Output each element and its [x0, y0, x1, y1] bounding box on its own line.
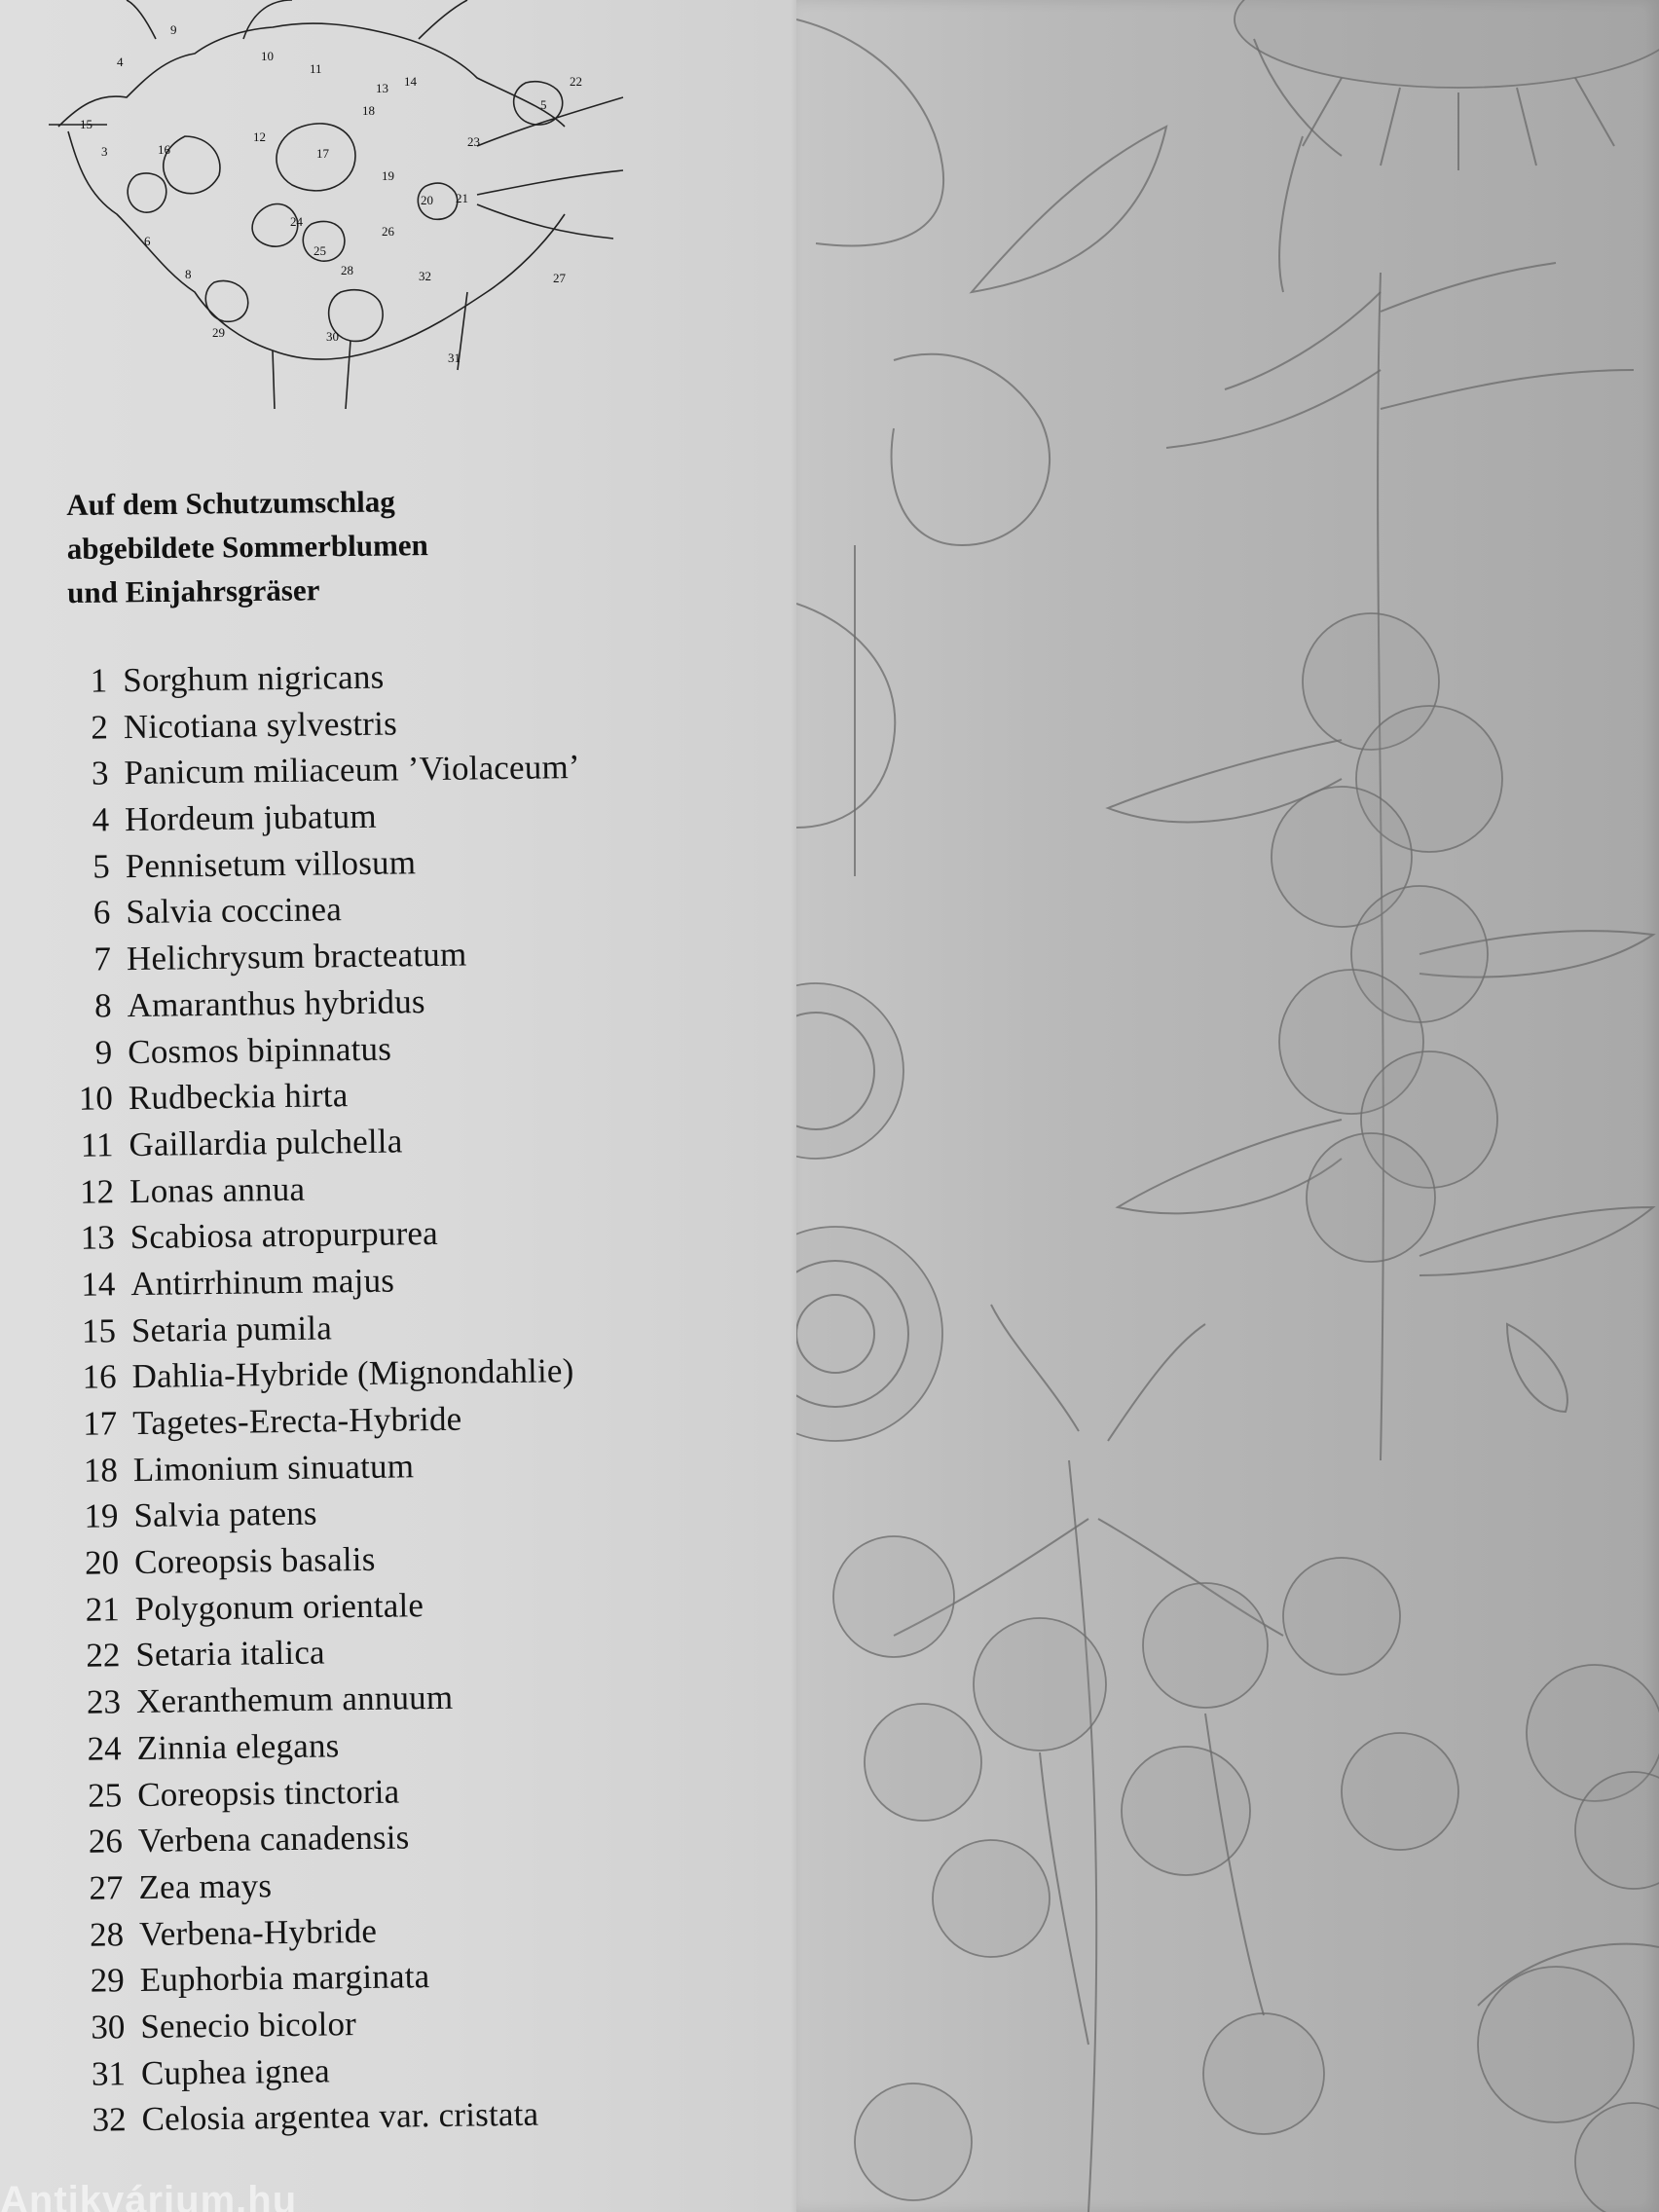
bouquet-outline — [49, 0, 623, 409]
species-name: Antirrhinum majus — [130, 1261, 395, 1304]
species-number: 26 — [88, 1822, 124, 1861]
species-name: Dahlia-Hybride (Mignondahlie) — [131, 1351, 574, 1396]
begonia-drawing — [1478, 1665, 1659, 2212]
key-number: 17 — [316, 146, 329, 161]
key-number: 8 — [185, 267, 192, 281]
key-number: 16 — [158, 142, 170, 157]
species-name: Setaria pumila — [130, 1309, 333, 1349]
species-number: 23 — [86, 1682, 122, 1721]
species-number: 3 — [91, 754, 109, 793]
species-number: 25 — [87, 1775, 123, 1815]
species-name: Helichrysum bracteatum — [126, 935, 467, 978]
species-number: 22 — [86, 1636, 121, 1676]
species-number: 30 — [91, 2008, 126, 2046]
nicotiana-flowers-drawing — [833, 1305, 1458, 2212]
species-name: Pennisetum villosum — [125, 842, 417, 885]
species-number: 15 — [81, 1310, 117, 1350]
dahlia-heads-drawing — [796, 983, 942, 1441]
species-name: Amaranthus hybridus — [127, 981, 425, 1024]
species-number: 31 — [91, 2053, 127, 2093]
species-name: Euphorbia marginata — [139, 1957, 430, 2000]
heading-line: abgebildete Sommerblumen — [66, 528, 428, 566]
species-name: Zea mays — [138, 1866, 273, 1906]
key-number: 13 — [376, 81, 388, 95]
species-name: Salvia patens — [133, 1493, 317, 1535]
species-number: 8 — [93, 986, 112, 1025]
key-number: 25 — [313, 243, 326, 258]
key-number: 10 — [261, 49, 274, 63]
key-number: 15 — [80, 117, 92, 131]
species-number: 17 — [82, 1404, 118, 1443]
species-name: Verbena canadensis — [137, 1818, 410, 1861]
species-name: Verbena-Hybride — [138, 1911, 378, 1953]
species-number: 4 — [92, 800, 110, 839]
key-number: 22 — [570, 74, 582, 89]
key-number: 11 — [310, 61, 322, 76]
species-name: Coreopsis basalis — [133, 1539, 376, 1582]
key-number: 14 — [404, 74, 417, 89]
key-number: 12 — [253, 129, 266, 144]
key-number: 31 — [448, 350, 461, 365]
key-number: 4 — [117, 55, 124, 69]
species-number: 27 — [89, 1868, 124, 1907]
species-number: 21 — [85, 1590, 120, 1629]
key-number: 21 — [456, 191, 468, 205]
species-name: Senecio bicolor — [140, 2005, 357, 2046]
species-name: Tagetes-Erecta-Hybride — [131, 1399, 462, 1443]
key-number: 20 — [421, 193, 433, 207]
key-number: 30 — [326, 329, 339, 344]
species-number: 16 — [82, 1357, 117, 1397]
species-name: Zinnia elegans — [136, 1726, 340, 1767]
species-name: Cosmos bipinnatus — [127, 1029, 392, 1071]
key-number: 32 — [419, 269, 431, 283]
species-name: Coreopsis tinctoria — [136, 1772, 400, 1814]
botanical-line-drawing — [796, 0, 1659, 2212]
key-number: 18 — [362, 103, 375, 118]
species-name: Scabiosa atropurpurea — [129, 1214, 439, 1257]
bouquet-key-sketch — [19, 0, 643, 419]
species-row — [77, 2092, 779, 2148]
species-number: 10 — [78, 1079, 114, 1118]
species-number: 32 — [92, 2100, 127, 2139]
key-number: 24 — [290, 214, 303, 229]
species-name: Hordeum jubatum — [124, 796, 378, 839]
foxglove-spike-drawing — [1108, 263, 1653, 1460]
page-heading — [66, 477, 651, 614]
key-number: 27 — [553, 271, 566, 285]
species-number: 19 — [84, 1496, 119, 1536]
species-number: 29 — [90, 1961, 125, 2000]
heading-line: Auf dem Schutzumschlag — [66, 484, 395, 522]
species-name: Sorghum nigricans — [122, 657, 385, 700]
key-number: 5 — [540, 97, 547, 112]
key-number: 3 — [101, 144, 108, 159]
key-number: 29 — [212, 325, 225, 340]
species-number: 13 — [80, 1218, 115, 1258]
species-number: 11 — [80, 1125, 114, 1164]
species-name: Xeranthemum annuum — [135, 1677, 454, 1721]
heading-line: und Einjahrsgräser — [66, 572, 320, 609]
species-number: 18 — [83, 1450, 119, 1490]
species-number: 2 — [91, 708, 109, 747]
left-page — [0, 0, 816, 2212]
species-name: Polygonum orientale — [134, 1585, 424, 1628]
species-name: Panicum miliaceum ’Violaceum’ — [124, 748, 580, 793]
species-number: 12 — [79, 1171, 115, 1211]
key-number: 19 — [382, 168, 394, 183]
watermark: Antikvárium.hu — [0, 2179, 298, 2212]
species-number: 7 — [93, 940, 112, 978]
species-number: 28 — [89, 1914, 125, 1954]
species-name: Rudbeckia hirta — [128, 1076, 349, 1118]
species-number: 1 — [90, 661, 108, 700]
species-number: 20 — [84, 1543, 120, 1582]
key-number: 6 — [144, 234, 151, 248]
species-name: Salvia coccinea — [126, 890, 343, 932]
key-number: 28 — [341, 263, 353, 277]
species-name: Gaillardia pulchella — [129, 1122, 403, 1163]
key-number: 9 — [170, 22, 177, 37]
species-name: Cuphea ignea — [140, 2051, 331, 2092]
species-number: 14 — [81, 1265, 116, 1304]
species-number: 24 — [87, 1729, 122, 1768]
species-name: Nicotiana sylvestris — [123, 704, 398, 746]
species-number: 6 — [92, 893, 111, 932]
bindweed-leaves-drawing — [796, 19, 1166, 876]
right-page-illustration — [796, 0, 1659, 2212]
species-name: Lonas annua — [129, 1169, 306, 1210]
key-number: 23 — [467, 134, 480, 149]
sunflower-drawing — [1235, 0, 1659, 292]
key-number: 26 — [382, 224, 394, 239]
species-number: 9 — [94, 1032, 113, 1072]
key-numbers — [80, 22, 582, 365]
species-name: Limonium sinuatum — [132, 1446, 415, 1489]
species-number: 5 — [92, 847, 111, 886]
species-list — [58, 653, 779, 2148]
species-name: Celosia argentea var. cristata — [141, 2094, 539, 2139]
species-name: Setaria italica — [135, 1633, 326, 1675]
